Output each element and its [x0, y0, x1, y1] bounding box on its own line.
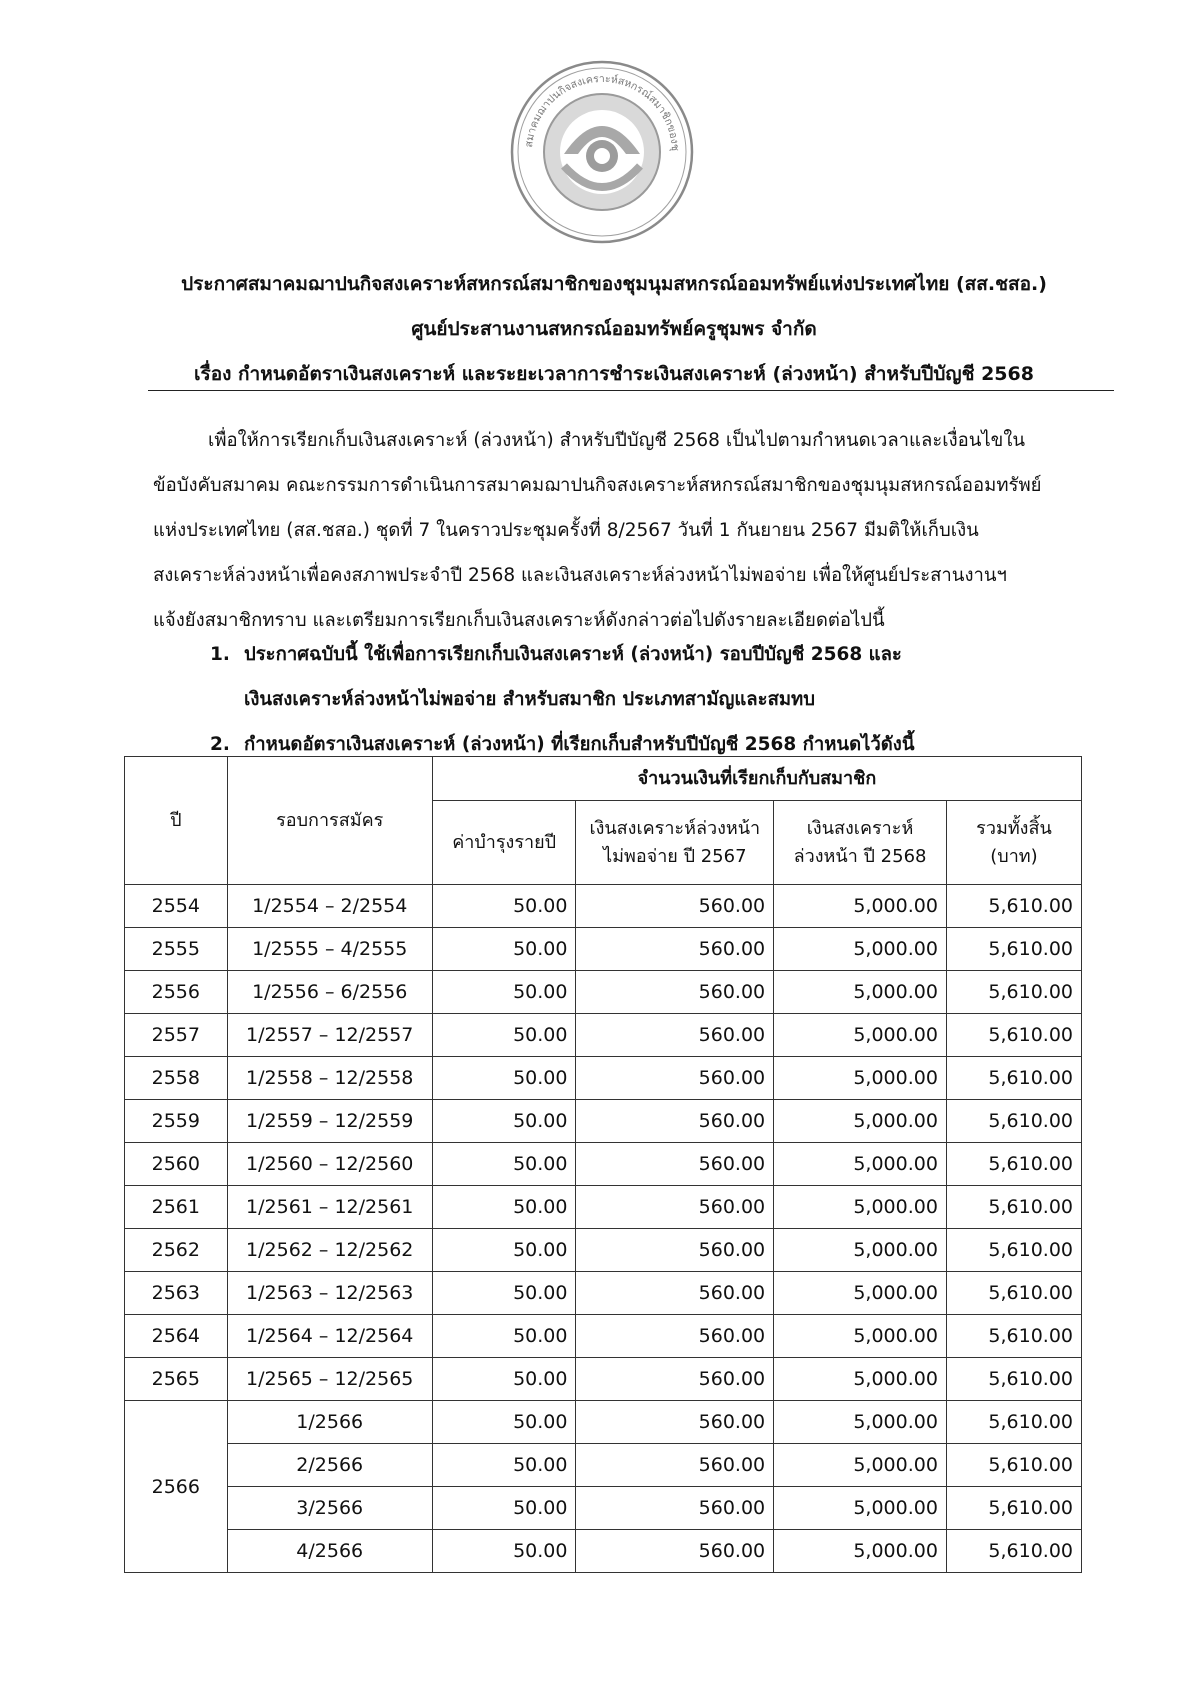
header-annual-fee: ค่าบำรุงรายปี	[432, 801, 576, 885]
table-header-row	[125, 757, 1082, 801]
header-advance-line2: ล่วงหน้า ปี 2568	[793, 845, 927, 867]
cell-year: 2562	[125, 1229, 228, 1272]
table-row	[125, 1014, 1082, 1057]
table-row	[125, 1272, 1082, 1315]
cell-round: 1/2558 – 12/2558	[227, 1057, 432, 1100]
cell-advance: 5,000.00	[774, 1229, 947, 1272]
cell-annual-fee: 50.00	[432, 928, 576, 971]
cell-annual-fee: 50.00	[432, 1057, 576, 1100]
cell-round: 1/2563 – 12/2563	[227, 1272, 432, 1315]
rates-table	[124, 756, 1082, 1573]
cell-total: 5,610.00	[946, 1057, 1081, 1100]
header-advance-line1: เงินสงเคราะห์	[806, 817, 914, 839]
cell-year: 2558	[125, 1057, 228, 1100]
cell-annual-fee: 50.00	[432, 1444, 576, 1487]
cell-annual-fee: 50.00	[432, 1401, 576, 1444]
cell-shortfall: 560.00	[576, 1100, 774, 1143]
intro-paragraph	[153, 418, 1090, 643]
header-shortfall-line2: ไม่พอจ่าย ปี 2567	[603, 845, 747, 867]
cell-shortfall: 560.00	[576, 1143, 774, 1186]
cell-advance: 5,000.00	[774, 1186, 947, 1229]
cell-annual-fee: 50.00	[432, 1014, 576, 1057]
cell-shortfall: 560.00	[576, 928, 774, 971]
cell-total: 5,610.00	[946, 1530, 1081, 1573]
table-row	[125, 885, 1082, 928]
cell-total: 5,610.00	[946, 885, 1081, 928]
header-shortfall	[576, 801, 774, 885]
seal-logo	[508, 58, 696, 246]
header-total-line2: (บาท)	[990, 845, 1038, 867]
header-shortfall-line1: เงินสงเคราะห์ล่วงหน้า	[589, 817, 761, 839]
cell-annual-fee: 50.00	[432, 1143, 576, 1186]
seal-text: สมาคมฌาปนกิจสงเคราะห์สหกรณ์สมาชิกของชุ	[523, 72, 682, 152]
cell-total: 5,610.00	[946, 1186, 1081, 1229]
table-row	[125, 1229, 1082, 1272]
cell-total: 5,610.00	[946, 1487, 1081, 1530]
cell-annual-fee: 50.00	[432, 1487, 576, 1530]
cell-shortfall: 560.00	[576, 1487, 774, 1530]
cell-year: 2557	[125, 1014, 228, 1057]
cell-annual-fee: 50.00	[432, 1229, 576, 1272]
cell-advance: 5,000.00	[774, 1444, 947, 1487]
item-number: 2.	[210, 734, 230, 755]
cell-year: 2554	[125, 885, 228, 928]
header-year: ปี	[125, 757, 228, 885]
table-body	[125, 885, 1082, 1573]
cell-round: 1/2555 – 4/2555	[227, 928, 432, 971]
cell-total: 5,610.00	[946, 1358, 1081, 1401]
title-line-2: ศูนย์ประสานงานสหกรณ์ออมทรัพย์ครูชุมพร จำกัด	[411, 318, 817, 340]
cell-advance: 5,000.00	[774, 1530, 947, 1573]
cell-round: 1/2564 – 12/2564	[227, 1315, 432, 1358]
cell-total: 5,610.00	[946, 1100, 1081, 1143]
cell-shortfall: 560.00	[576, 1229, 774, 1272]
table-row	[125, 1358, 1082, 1401]
table-row	[125, 1401, 1082, 1444]
list-item-continuation	[210, 677, 1090, 722]
table-row	[125, 1100, 1082, 1143]
cell-annual-fee: 50.00	[432, 971, 576, 1014]
header-total-line1: รวมทั้งสิ้น	[976, 817, 1052, 839]
cell-annual-fee: 50.00	[432, 1100, 576, 1143]
title-line-3: เรื่อง กำหนดอัตราเงินสงเคราะห์ และระยะเวลาการชำระเงินสงเคราะห์ (ล่วงหน้า) สำหรับปีบัญชี 2568	[194, 363, 1034, 385]
cell-advance: 5,000.00	[774, 1272, 947, 1315]
cell-shortfall: 560.00	[576, 885, 774, 928]
item-text: ประกาศฉบับนี้ ใช้เพื่อการเรียกเก็บเงินสงเคราะห์ (ล่วงหน้า) รอบปีบัญชี 2568 และ	[244, 644, 902, 665]
cell-round: 3/2566	[227, 1487, 432, 1530]
cell-total: 5,610.00	[946, 1229, 1081, 1272]
header-advance	[774, 801, 947, 885]
cell-advance: 5,000.00	[774, 885, 947, 928]
cell-total: 5,610.00	[946, 1272, 1081, 1315]
cell-total: 5,610.00	[946, 1401, 1081, 1444]
cell-shortfall: 560.00	[576, 1315, 774, 1358]
item-text: เงินสงเคราะห์ล่วงหน้าไม่พอจ่าย สำหรับสมาชิก ประเภทสามัญและสมทบ	[244, 689, 815, 710]
item-number: 1.	[210, 644, 230, 665]
table-row	[125, 1057, 1082, 1100]
cell-advance: 5,000.00	[774, 1014, 947, 1057]
table-row	[125, 1487, 1082, 1530]
numbered-items	[210, 632, 1090, 767]
cell-advance: 5,000.00	[774, 1358, 947, 1401]
title-line-1: ประกาศสมาคมฌาปนกิจสงเคราะห์สหกรณ์สมาชิกของชุมนุมสหกรณ์ออมทรัพย์แห่งประเทศไทย (สส.ชสอ.)	[181, 273, 1047, 295]
cell-round: 1/2565 – 12/2565	[227, 1358, 432, 1401]
cell-shortfall: 560.00	[576, 1444, 774, 1487]
cell-annual-fee: 50.00	[432, 1186, 576, 1229]
cell-round: 1/2562 – 12/2562	[227, 1229, 432, 1272]
table-row	[125, 1186, 1082, 1229]
cell-advance: 5,000.00	[774, 1057, 947, 1100]
cell-round: 1/2566	[227, 1401, 432, 1444]
header-amount-group: จำนวนเงินที่เรียกเก็บกับสมาชิก	[432, 757, 1081, 801]
cell-round: 1/2557 – 12/2557	[227, 1014, 432, 1057]
cell-year: 2560	[125, 1143, 228, 1186]
header-round: รอบการสมัคร	[227, 757, 432, 885]
cell-annual-fee: 50.00	[432, 885, 576, 928]
cell-advance: 5,000.00	[774, 971, 947, 1014]
cell-round: 1/2559 – 12/2559	[227, 1100, 432, 1143]
cell-shortfall: 560.00	[576, 1186, 774, 1229]
cell-total: 5,610.00	[946, 1315, 1081, 1358]
cell-round: 1/2560 – 12/2560	[227, 1143, 432, 1186]
cell-round: 2/2566	[227, 1444, 432, 1487]
intro-line: เพื่อให้การเรียกเก็บเงินสงเคราะห์ (ล่วงหน้า) สำหรับปีบัญชี 2568 เป็นไปตามกำหนดเวลาและเงื่อนไขใน	[208, 430, 1025, 451]
title-divider	[148, 390, 1114, 391]
cell-year: 2563	[125, 1272, 228, 1315]
table-row	[125, 1143, 1082, 1186]
intro-line: แห่งประเทศไทย (สส.ชสอ.) ชุดที่ 7 ในคราวประชุมครั้งที่ 8/2567 วันที่ 1 กันยายน 2567 มีมติให้เก็บเงิน	[153, 520, 979, 541]
cell-round: 1/2554 – 2/2554	[227, 885, 432, 928]
cell-shortfall: 560.00	[576, 1401, 774, 1444]
cell-advance: 5,000.00	[774, 1401, 947, 1444]
cell-annual-fee: 50.00	[432, 1315, 576, 1358]
cell-year: 2564	[125, 1315, 228, 1358]
cell-advance: 5,000.00	[774, 1100, 947, 1143]
cell-total: 5,610.00	[946, 928, 1081, 971]
document-title	[120, 262, 1108, 397]
cell-total: 5,610.00	[946, 971, 1081, 1014]
cell-round: 1/2556 – 6/2556	[227, 971, 432, 1014]
cell-shortfall: 560.00	[576, 1272, 774, 1315]
table-row	[125, 928, 1082, 971]
cell-shortfall: 560.00	[576, 1014, 774, 1057]
cell-advance: 5,000.00	[774, 1315, 947, 1358]
cell-year: 2559	[125, 1100, 228, 1143]
table-row	[125, 1444, 1082, 1487]
cell-advance: 5,000.00	[774, 928, 947, 971]
cell-annual-fee: 50.00	[432, 1272, 576, 1315]
cell-year: 2556	[125, 971, 228, 1014]
header-total	[946, 801, 1081, 885]
cell-annual-fee: 50.00	[432, 1530, 576, 1573]
cell-advance: 5,000.00	[774, 1143, 947, 1186]
table-row	[125, 971, 1082, 1014]
cell-year: 2555	[125, 928, 228, 971]
cell-total: 5,610.00	[946, 1014, 1081, 1057]
cell-round: 4/2566	[227, 1530, 432, 1573]
intro-line: แจ้งยังสมาชิกทราบ และเตรียมการเรียกเก็บเงินสงเคราะห์ดังกล่าวต่อไปดังรายละเอียดต่อไปนี้	[153, 610, 885, 631]
cell-annual-fee: 50.00	[432, 1358, 576, 1401]
cell-total: 5,610.00	[946, 1444, 1081, 1487]
cell-year: 2565	[125, 1358, 228, 1401]
intro-line: สงเคราะห์ล่วงหน้าเพื่อคงสภาพประจำปี 2568 และเงินสงเคราะห์ล่วงหน้าไม่พอจ่าย เพื่อให้ศูนย์ประสานงานฯ	[153, 565, 1007, 586]
cell-shortfall: 560.00	[576, 1057, 774, 1100]
item-text: กำหนดอัตราเงินสงเคราะห์ (ล่วงหน้า) ที่เรียกเก็บสำหรับปีบัญชี 2568 กำหนดไว้ดังนี้	[244, 734, 915, 755]
cell-year: 2566	[125, 1401, 228, 1573]
table-row	[125, 1530, 1082, 1573]
cell-shortfall: 560.00	[576, 971, 774, 1014]
cell-shortfall: 560.00	[576, 1358, 774, 1401]
cell-advance: 5,000.00	[774, 1487, 947, 1530]
intro-line: ข้อบังคับสมาคม คณะกรรมการดำเนินการสมาคมฌาปนกิจสงเคราะห์สหกรณ์สมาชิกของชุมนุมสหกรณ์ออมทรัพย์	[153, 475, 1042, 496]
table-row	[125, 1315, 1082, 1358]
cell-round: 1/2561 – 12/2561	[227, 1186, 432, 1229]
cell-year: 2561	[125, 1186, 228, 1229]
seal-logo-graphic	[508, 58, 696, 246]
list-item	[210, 632, 1090, 677]
cell-total: 5,610.00	[946, 1143, 1081, 1186]
cell-shortfall: 560.00	[576, 1530, 774, 1573]
